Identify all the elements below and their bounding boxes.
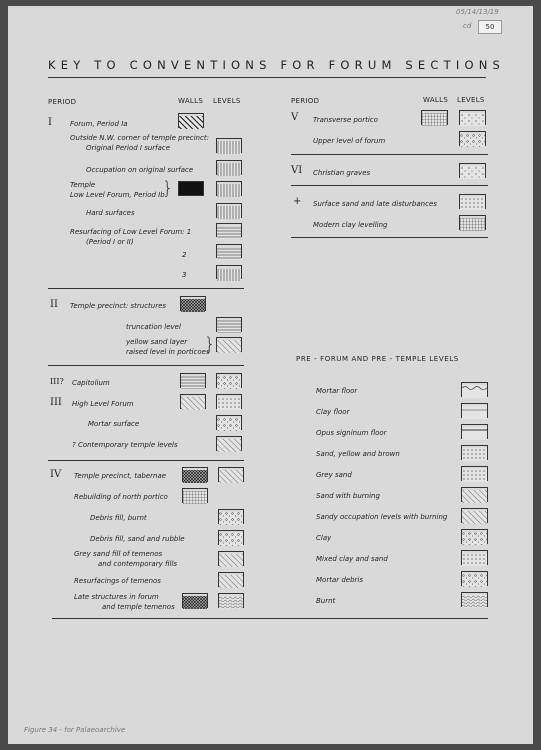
pre-forum-title: PRE - FORUM AND PRE - TEMPLE LEVELS: [296, 355, 459, 363]
legend-label: Grey sand fill of temenos: [74, 550, 163, 558]
level-swatch-vertical: [216, 203, 242, 218]
wall-swatch-crosshatch: [180, 296, 206, 311]
legend-label: yellow sand layer: [126, 338, 188, 346]
wall-swatch-solid: [178, 181, 204, 196]
legend-label: ? Contemporary temple levels: [72, 441, 178, 449]
legend-label: Mortar surface: [88, 420, 140, 428]
legend-label: raised level in porticoes: [126, 348, 210, 356]
legend-label: Temple precinct, tabernae: [74, 472, 167, 480]
disturbance-plus-symbol: +: [293, 196, 302, 207]
legend-label: Sand with burning: [316, 492, 380, 500]
sheet-number-label: 50: [478, 20, 502, 34]
level-swatch-vertical: [216, 181, 242, 196]
right-walls-header: WALLS: [423, 96, 449, 104]
legend-label: Forum, Period Ia: [70, 120, 128, 128]
legend-label: Outside N.W. corner of temple precinct:: [70, 134, 209, 142]
level-swatch-vertical: [216, 160, 242, 175]
left-period-header: PERIOD: [48, 98, 77, 106]
legend-label: Capitolium: [72, 379, 110, 387]
level-swatch-wavy: [461, 592, 488, 607]
legend-label: Temple: [70, 181, 96, 189]
legend-label: Late structures in forum: [74, 593, 159, 601]
period-iii-query-numeral: III?: [50, 377, 64, 386]
level-swatch-stipple: [459, 131, 486, 146]
legend-label: Clay: [316, 534, 332, 542]
legend-label: Surface sand and late disturbances: [313, 200, 437, 208]
section-rule: [291, 154, 488, 155]
left-walls-header: WALLS: [178, 97, 204, 105]
legend-label: (Period I or II): [86, 238, 134, 246]
level-swatch-diagonal: [218, 551, 244, 566]
right-levels-header: LEVELS: [457, 96, 485, 104]
legend-label: Burnt: [316, 597, 336, 605]
level-swatch-vertical: [216, 265, 242, 279]
legend-label: Debris fill, sand and rubble: [90, 535, 185, 543]
period-iii-numeral: III: [50, 397, 62, 408]
legend-label: High Level Forum: [72, 400, 134, 408]
legend-label: and contemporary fills: [98, 560, 178, 568]
section-rule: [291, 237, 488, 238]
level-swatch-vertical: [216, 138, 242, 153]
brace-symbol: }: [204, 334, 216, 355]
legend-label: Hard surfaces: [86, 209, 135, 217]
level-swatch-stipple: [461, 529, 488, 544]
section-rule: [291, 185, 488, 186]
legend-label: Low Level Forum, Period Ib: [70, 191, 165, 199]
wall-swatch-diagonal: [178, 113, 204, 128]
level-swatch-rubble: [218, 509, 244, 524]
legend-label: 2: [182, 251, 187, 259]
level-swatch-dotted: [461, 550, 488, 565]
section-rule: [48, 288, 244, 289]
legend-label: 3: [182, 271, 187, 279]
legend-label: Clay floor: [316, 408, 350, 416]
wall-swatch-horizontal: [180, 373, 206, 388]
period-i-numeral: I: [48, 117, 52, 128]
legend-label: Grey sand: [316, 471, 352, 479]
level-swatch-stipple: [216, 373, 242, 388]
legend-label: Upper level of forum: [313, 137, 386, 145]
legend-label: Christian graves: [313, 169, 371, 177]
legend-label: Transverse portico: [313, 116, 378, 124]
level-swatch-rubble: [218, 530, 244, 545]
level-swatch-diagonal: [218, 572, 244, 587]
level-swatch-sparse-dots: [459, 110, 486, 125]
legend-label: Resurfacing of Low Level Forum: 1: [70, 228, 192, 236]
legend-label: Opus signinum floor: [316, 429, 387, 437]
level-swatch-diagonal: [461, 508, 488, 523]
level-swatch-dotted: [216, 394, 242, 409]
level-swatch-diagonal: [216, 337, 242, 352]
level-swatch-lined: [461, 403, 488, 418]
legend-label: Resurfacings of temenos: [74, 577, 161, 585]
legend-label: Modern clay levelling: [313, 221, 388, 229]
section-rule: [48, 460, 244, 461]
legend-label: Rebuilding of north portico: [74, 493, 168, 501]
level-swatch-rubble: [461, 571, 488, 586]
level-swatch-wavy-top: [461, 382, 488, 397]
legend-label: Debris fill, burnt: [90, 514, 147, 522]
level-swatch-dotted: [461, 466, 488, 481]
handwritten-footnote: Figure 34 - for Palaeoarchive: [24, 726, 126, 734]
legend-label: Original Period I surface: [86, 144, 171, 152]
level-swatch-lined: [461, 424, 488, 439]
wall-swatch-grid: [421, 110, 448, 125]
section-rule: [48, 365, 244, 366]
level-swatch-layered: [216, 244, 242, 258]
legend-label: Mortar debris: [316, 576, 364, 584]
period-v-numeral: V: [291, 112, 299, 123]
legend-label: Mixed clay and sand: [316, 555, 388, 563]
handwritten-reference: 05/14/13/19: [456, 8, 499, 16]
left-levels-header: LEVELS: [213, 97, 241, 105]
level-swatch-sparse-dots: [459, 163, 486, 178]
legend-label: Mortar floor: [316, 387, 358, 395]
title-rule: [48, 77, 486, 78]
period-iv-numeral: IV: [50, 469, 62, 480]
wall-swatch-crosshatch: [182, 593, 208, 608]
level-swatch-diagonal: [216, 436, 242, 451]
level-swatch-diagonal: [218, 467, 244, 482]
level-swatch-grid: [459, 215, 486, 230]
handwritten-mark: cd: [463, 22, 472, 30]
legend-label: Temple precinct: structures: [70, 302, 167, 310]
level-swatch-layered: [216, 223, 242, 237]
legend-label: Sandy occupation levels with burning: [316, 513, 448, 521]
level-swatch-stipple: [216, 415, 242, 430]
level-swatch-wavy: [218, 593, 244, 608]
brace-symbol: }: [162, 178, 174, 199]
wall-swatch-grid: [182, 488, 208, 503]
legend-label: Sand, yellow and brown: [316, 450, 400, 458]
bottom-rule: [52, 618, 488, 619]
legend-label: and temple temenos: [102, 603, 175, 611]
level-swatch-horizontal: [216, 317, 242, 332]
level-swatch-dotted: [461, 445, 488, 460]
drawing-sheet: [8, 6, 533, 744]
wall-swatch-diagonal: [182, 467, 208, 482]
page-title: KEY TO CONVENTIONS FOR FORUM SECTIONS: [48, 58, 505, 72]
level-swatch-diagonal: [461, 487, 488, 502]
wall-swatch-diagonal: [180, 394, 206, 409]
period-vi-numeral: VI: [291, 165, 303, 176]
legend-label: truncation level: [126, 323, 181, 331]
period-ii-numeral: II: [50, 299, 58, 310]
legend-label: Occupation on original surface: [86, 166, 194, 174]
right-period-header: PERIOD: [291, 97, 320, 105]
level-swatch-dotted: [459, 194, 486, 209]
